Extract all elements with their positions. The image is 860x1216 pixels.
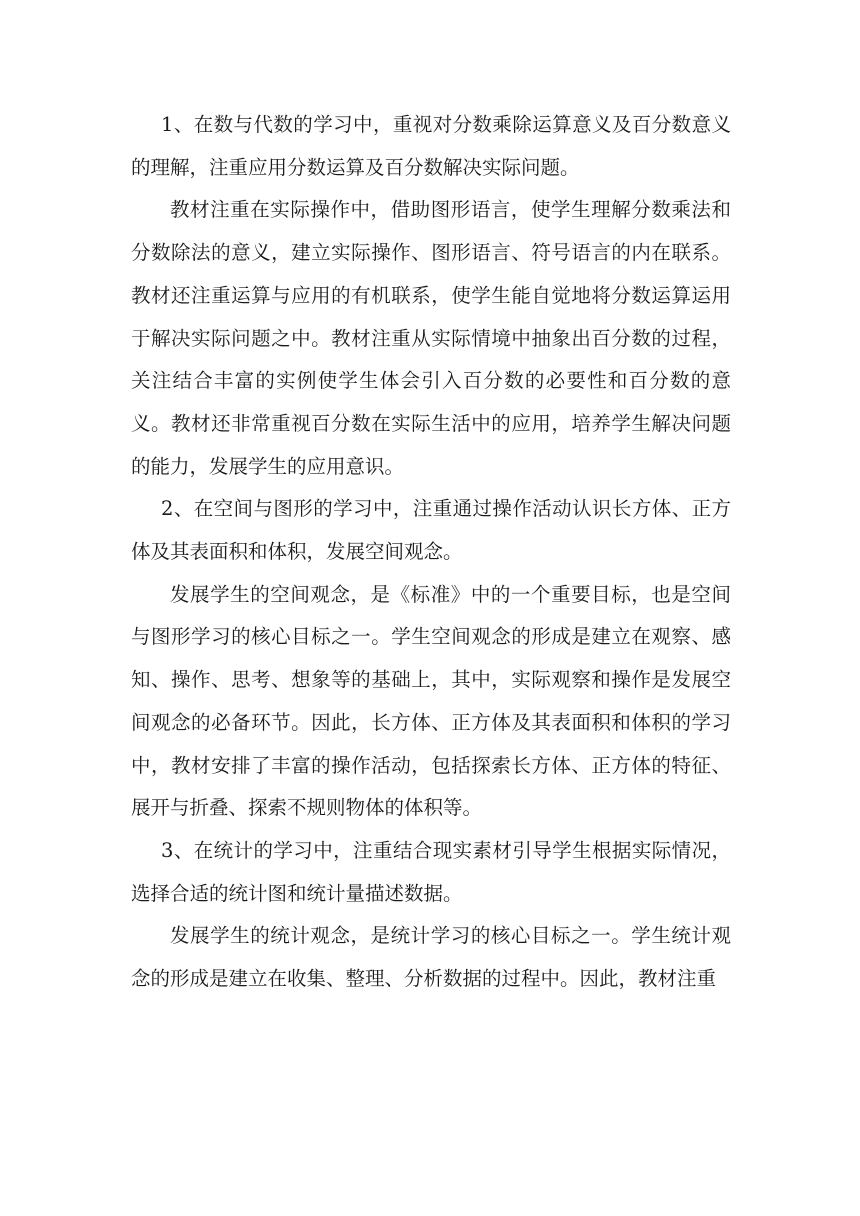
document-body xyxy=(131,104,731,1001)
section-body-1: 教材注重在实际操作中，借助图形语言，使学生理解分数乘法和分数除法的意义，建立实际操作、图形语言、符号语言的内在联系。教材还注重运算与应用的有机联系，使学生能自觉地将分数运算运用于解决实际问题之中。教材注重从实际情境中抽象出百分数的过程，关注结合丰富的实例使学生体会引入百分数的必要性和百分数的意义。教材还非常重视百分数在实际生活中的应用，培养学生解决问题的能力，发展学生的应用意识。 xyxy=(131,198,731,478)
section-body-3: 发展学生的统计观念，是统计学习的核心目标之一。学生统计观念的形成是建立在收集、整理、分析数据的过程中。因此，教材注重 xyxy=(131,924,731,991)
section-heading-1: 1、在数与代数的学习中，重视对分数乘除运算意义及百分数意义的理解，注重应用分数运算及百分数解决实际问题。 xyxy=(131,113,731,179)
section-body-2: 发展学生的空间观念，是《标准》中的一个重要目标，也是空间与图形学习的核心目标之一。学生空间观念的形成是建立在观察、感知、操作、思考、想象等的基础上，其中，实际观察和操作是发展空间观念的必备环节。因此，长方体、正方体及其表面积和体积的学习中，教材安排了丰富的操作活动，包括探索长方体、正方体的特征、展开与折叠、探索不规则物体的体积等。 xyxy=(131,582,731,820)
section-heading-2: 2、在空间与图形的学习中，注重通过操作活动认识长方体、正方体及其表面积和体积，发展空间观念。 xyxy=(131,497,731,564)
section-heading-3: 3、在统计的学习中，注重结合现实素材引导学生根据实际情况，选择合适的统计图和统计量描述数据。 xyxy=(131,838,731,905)
